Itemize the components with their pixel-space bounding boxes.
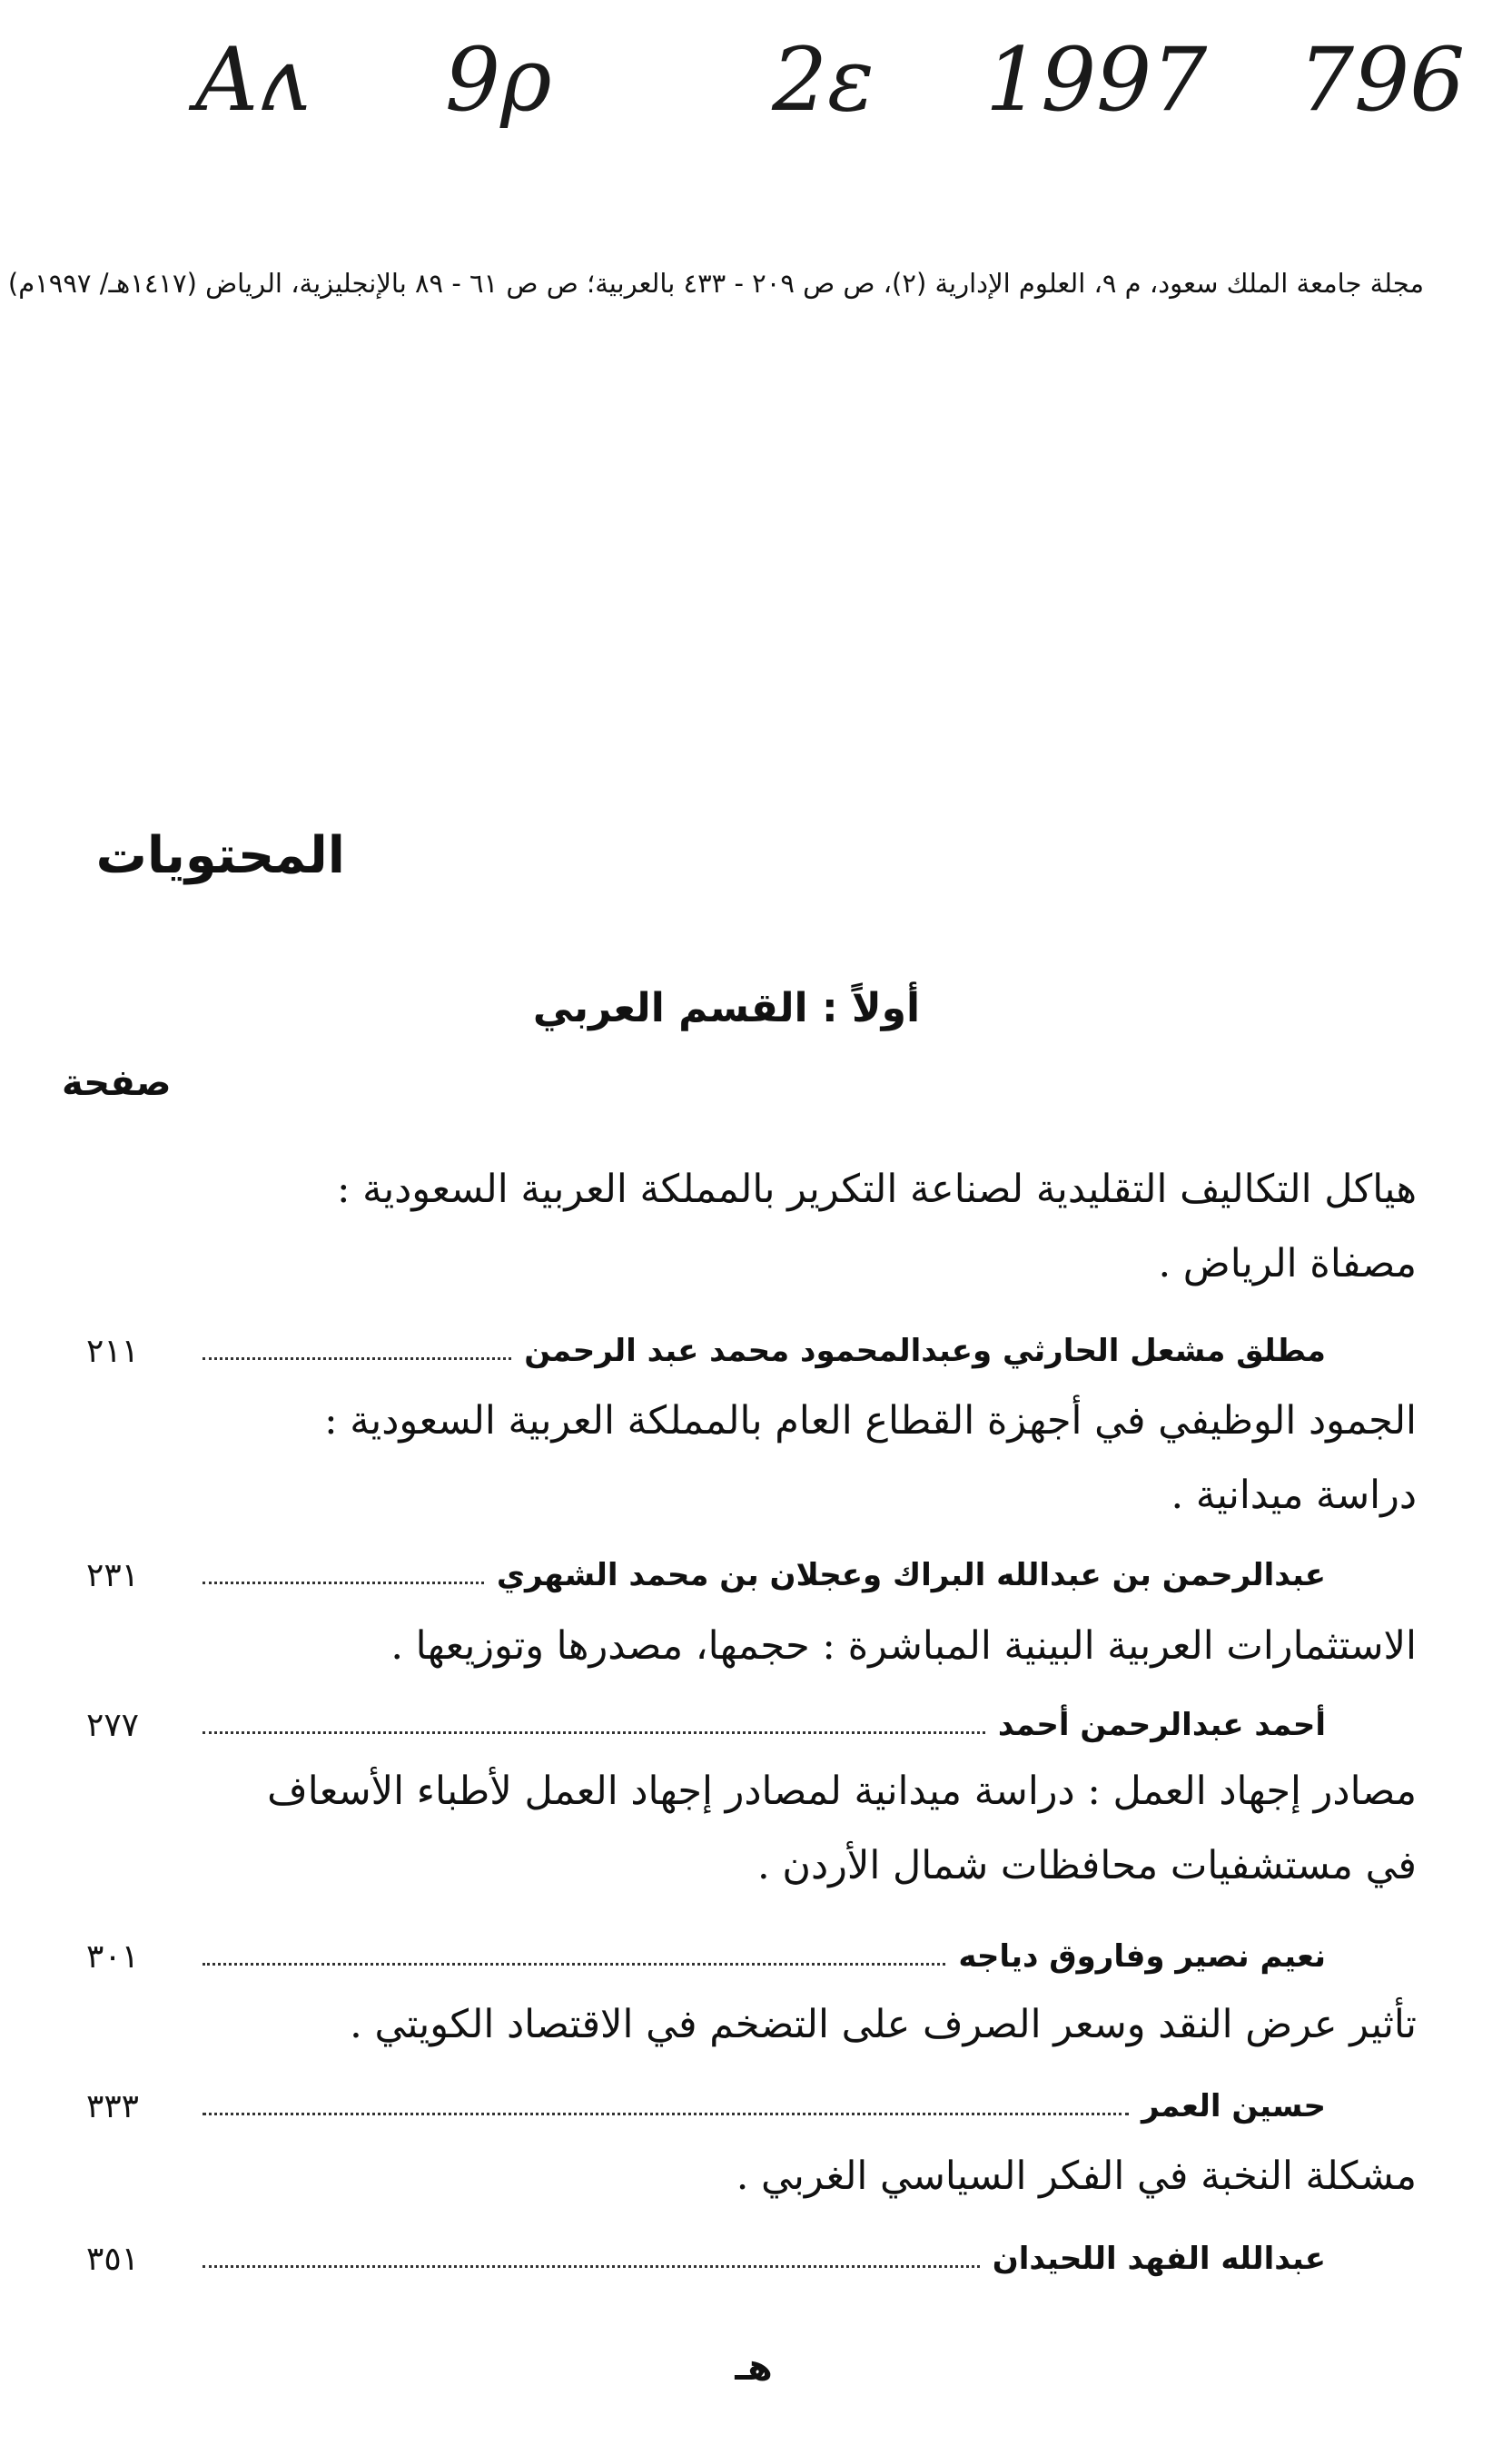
entry-4-authors: نعيم نصير وفاروق دياجه [958,1938,1326,1975]
entry-1-title-line-2: مصفاة الرياض . [1158,1241,1417,1286]
leader-dots [203,1731,985,1734]
entry-6-authors: عبدالله الفهد اللحيدان [992,2241,1326,2277]
entry-3-title-line-1: الاستثمارات العربية البينية المباشرة : حجمها، مصدرها وتوزيعها . [390,1623,1417,1669]
leader-dots [203,2265,980,2268]
leader-dots [203,1582,484,1584]
entry-2-title-line-2: دراسة ميدانية . [1171,1473,1417,1518]
handwritten-year: 1997 [985,29,1208,131]
entry-5-page: ٣٣٣ [86,2087,140,2125]
contents-title: المحتويات [95,826,345,885]
entry-1-authors: مطلق مشعل الحارثي وعبدالمحمود محمد عبد الرحمن [524,1333,1326,1369]
entry-1-page: ٢١١ [86,1332,140,1370]
handwritten-code-1: Aʌ [195,29,308,131]
entry-4-title-line-2: في مستشفيات محافظات شمال الأردن . [757,1843,1417,1888]
entry-5-author-line [86,2079,1326,2134]
entry-5-authors: حسين العمر [1141,2088,1326,2124]
entry-3-author-line [86,1698,1326,1752]
handwritten-code-2: 9ρ [445,29,552,131]
leader-dots [203,1357,511,1360]
entry-6-page: ٣٥١ [86,2240,140,2278]
page-column-label: صفحة [62,1062,172,1104]
entry-2-title-line-1: الجمود الوظيفي في أجهزة القطاع العام بالمملكة العربية السعودية : [324,1398,1417,1444]
entry-6-title-line-1: مشكلة النخبة في الفكر السياسي الغربي . [736,2154,1417,2199]
leader-dots [203,2113,1129,2115]
journal-citation: مجلة جامعة الملك سعود، م ٩، العلوم الإدارية (٢)، ص ص ٢٠٩ - ٤٣٣ بالعربية؛ ص ص ٦١ - ٨٩ بالإنجليزية، الرياض (١٤١٧هـ/ ١٩٩٧م) [7,268,1424,299]
entry-1-title-line-1: هياكل التكاليف التقليدية لصناعة التكرير بالمملكة العربية السعودية : [336,1167,1417,1212]
leader-dots [203,1963,945,1966]
entry-4-page: ٣٠١ [86,1937,140,1976]
footer-page-mark: هـ [735,2347,773,2389]
entry-1-author-line [86,1324,1326,1378]
handwritten-code-3: 2ɛ [772,29,875,131]
entry-2-authors: عبدالرحمن بن عبدالله البراك وعجلان بن محمد الشهري [496,1557,1326,1593]
entry-2-author-line [86,1548,1326,1602]
handwritten-number: 796 [1299,29,1466,131]
section-title: أولاً : القسم العربي [532,985,921,1031]
entry-3-authors: أحمد عبدالرحمن أحمد [997,1707,1326,1743]
entry-6-author-line [86,2232,1326,2286]
entry-2-page: ٢٣١ [86,1556,140,1594]
entry-4-title-line-1: مصادر إجهاد العمل : دراسة ميدانية لمصادر إجهاد العمل لأطباء الأسعاف [267,1769,1417,1814]
entry-5-title-line-1: تأثير عرض النقد وسعر الصرف على التضخم في الاقتصاد الكويتي . [350,2002,1417,2047]
entry-3-page: ٢٧٧ [86,1706,140,1744]
entry-4-author-line [86,1929,1326,1984]
